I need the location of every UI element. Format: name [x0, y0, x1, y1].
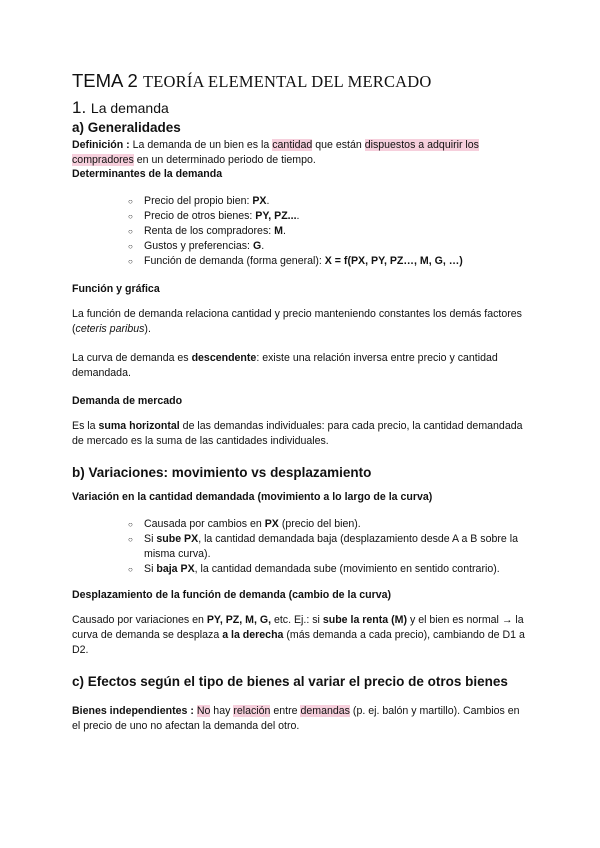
list-item: ○ Función de demanda (forma general): X = f(PX, PY, PZ…, M, G, …) [128, 254, 528, 269]
desplazamiento-heading: Desplazamiento de la función de demanda (cambio de la curva) [72, 589, 392, 601]
list-item: ○ Si sube PX, la cantidad demandada baja (desplazamiento desde A a B sobre la misma curva). [128, 532, 528, 562]
section-1-text: La demanda [90, 100, 169, 116]
subsection-b-heading: b) Variaciones: movimiento vs desplazamiento [72, 465, 372, 480]
document-page [72, 70, 528, 734]
list-item: ○ Gustos y preferencias: G. [128, 239, 528, 254]
funcion-paragraph: La función de demanda relaciona cantidad y precio manteniendo constantes los demás factores (ceteris paribus). [72, 308, 522, 335]
list-item: ○ Si baja PX, la cantidad demandada sube (movimiento en sentido contrario). [128, 562, 528, 577]
definition-paragraph [72, 138, 528, 168]
subsection-a-heading: a) Generalidades [72, 120, 181, 135]
list-item: ○ Precio del propio bien: PX. [128, 194, 528, 209]
section-1-heading [72, 98, 528, 118]
bienes-independientes-paragraph: Bienes independientes : No hay relación entre demandas (p. ej. balón y martillo). Cambios en el precio de uno no afectan la demanda del otro. [72, 705, 520, 732]
highlight-no: No [196, 705, 211, 717]
demanda-mercado-heading: Demanda de mercado [72, 395, 183, 407]
highlight-dispuestos: dispuestos a adquirir los compradores [72, 139, 479, 166]
subsection-c-heading: c) Efectos según el tipo de bienes al variar el precio de otros bienes [72, 674, 508, 689]
section-1-number: 1. [72, 98, 87, 117]
highlight-relacion: relación [233, 705, 271, 717]
definition-label: Definición : [72, 139, 130, 151]
definition-text-1: La demanda de un bien es la [129, 139, 273, 151]
determinantes-heading: Determinantes de la demanda [72, 168, 223, 180]
bienes-independientes-label: Bienes independientes : [72, 705, 194, 717]
definition-text-3: en un determinado periodo de tiempo. [133, 154, 316, 166]
title-number: TEMA 2 [72, 70, 138, 91]
curva-paragraph: La curva de demanda es descendente: existe una relación inversa entre precio y cantidad demandada. [72, 352, 498, 379]
document-title [72, 70, 528, 92]
list-item: ○ Precio de otros bienes: PY, PZ.... [128, 209, 528, 224]
list-item: ○ Renta de los compradores: M. [128, 224, 528, 239]
funcion-grafica-heading: Función y gráfica [72, 283, 160, 295]
variacion-cantidad-heading: Variación en la cantidad demandada (movimiento a lo largo de la curva) [72, 491, 433, 503]
list-item: ○ Causada por cambios en PX (precio del bien). [128, 517, 528, 532]
highlight-demandas: demandas [300, 705, 350, 717]
desplazamiento-paragraph: Causado por variaciones en PY, PZ, M, G, etc. Ej.: si sube la renta (M) y el bien es normal → la curva de demanda se desplaza a la derecha (más demanda a cada precio), cambiando de D1 a D2. [72, 614, 525, 656]
definition-text-2: que están [312, 139, 365, 151]
determinantes-list [72, 194, 528, 269]
variacion-list [72, 517, 528, 577]
highlight-cantidad: cantidad [272, 139, 313, 151]
title-text: TEORÍA ELEMENTAL DEL MERCADO [142, 72, 432, 91]
demanda-mercado-paragraph: Es la suma horizontal de las demandas individuales: para cada precio, la cantidad demandada de mercado es la suma de las cantidades individuales. [72, 420, 523, 447]
